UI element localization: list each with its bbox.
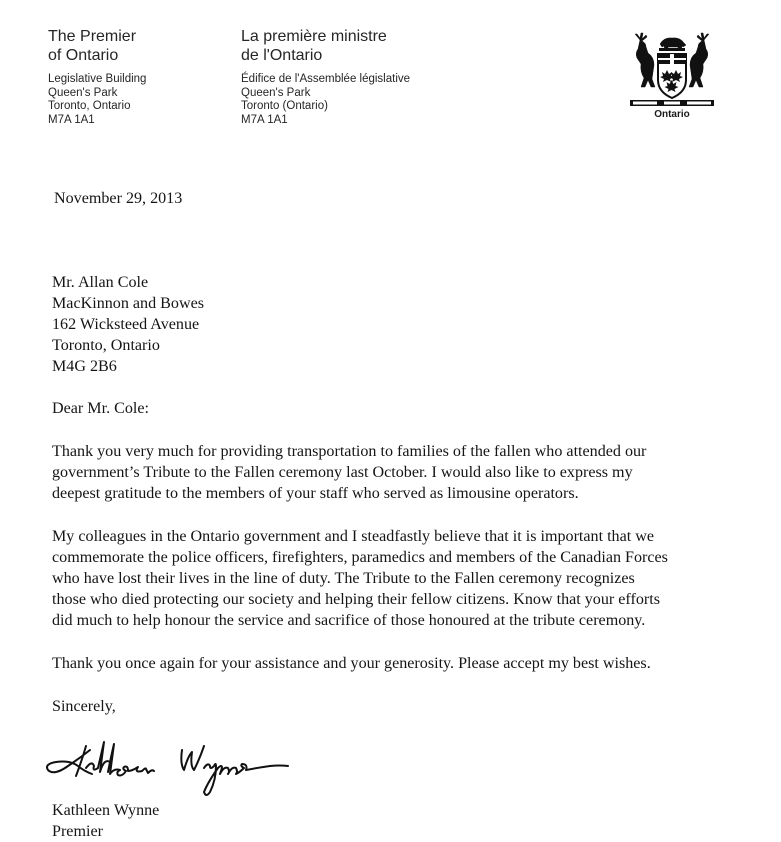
paragraph-line: Thank you very much for providing transportation to families of the fallen who attended our [52, 443, 647, 460]
letterhead-address-line: Queen's Park [241, 86, 311, 99]
letterhead-title-line: of Ontario [48, 47, 119, 64]
letterhead-english [48, 27, 146, 127]
crest-caption: Ontario [654, 109, 690, 120]
letterhead-address-line: Toronto (Ontario) [241, 100, 328, 112]
letterhead-french [241, 27, 410, 127]
signer-title: Premier [52, 823, 103, 840]
paragraph-line: did much to help honour the service and sacrifice of those honoured at the tribute ceremony. [52, 612, 646, 629]
ontario-crest [624, 30, 720, 126]
recipient-line: M4G 2B6 [52, 358, 117, 375]
letterhead-french-address [241, 73, 410, 127]
recipient-line: Toronto, Ontario [52, 337, 160, 354]
recipient-line: Mr. Allan Cole [52, 274, 149, 291]
paragraph-1 [52, 441, 772, 504]
paragraph-line: commemorate the police officers, firefighters, paramedics and members of the Canadian Forces [52, 549, 668, 566]
letterhead-french-title [241, 27, 410, 65]
signer-block [52, 800, 772, 842]
salutation: Dear Mr. Cole: [52, 400, 149, 417]
paragraph-line: who have lost their lives in the line of duty. The Tribute to the Fallen ceremony recognizes [52, 570, 635, 587]
signature-image [46, 728, 336, 798]
paragraph-3 [52, 653, 772, 674]
paragraph-line: My colleagues in the Ontario government and I steadfastly believe that it is important that we [52, 528, 655, 545]
letterhead-address-line: M7A 1A1 [241, 113, 288, 126]
letterhead-english-address [48, 73, 146, 127]
letterhead-address-line: Legislative Building [48, 73, 147, 85]
letterhead-title-line: La première ministre [241, 28, 387, 45]
signer-name: Kathleen Wynne [52, 802, 160, 819]
paragraph-line: those who died protecting our society and helping their fellow citizens. Know that your efforts [52, 591, 660, 608]
letterhead-title-line: de l'Ontario [241, 47, 323, 64]
paragraph-2 [52, 526, 772, 631]
paragraph-line: government’s Tribute to the Fallen ceremony last October. I would also like to express my [52, 464, 633, 481]
letterhead-english-title [48, 27, 146, 65]
paragraph-line: Thank you once again for your assistance and your generosity. Please accept my best wishes. [52, 655, 651, 672]
letterhead-title-line: The Premier [48, 28, 137, 45]
letterhead-address-line: M7A 1A1 [48, 113, 95, 126]
handwritten-signature [46, 728, 336, 798]
recipient-address [52, 272, 772, 377]
letterhead-address-line: Queen's Park [48, 86, 118, 99]
letter-date: November 29, 2013 [54, 190, 183, 207]
recipient-line: MacKinnon and Bowes [52, 295, 204, 312]
letterhead-address-line: Toronto, Ontario [48, 100, 131, 112]
ontario-coat-of-arms-icon [624, 30, 720, 112]
letterhead-address-line: Édifice de l'Assemblée législative [241, 73, 411, 85]
recipient-line: 162 Wicksteed Avenue [52, 316, 200, 333]
paragraph-line: deepest gratitude to the members of your staff who served as limousine operators. [52, 485, 579, 502]
closing: Sincerely, [52, 698, 116, 715]
